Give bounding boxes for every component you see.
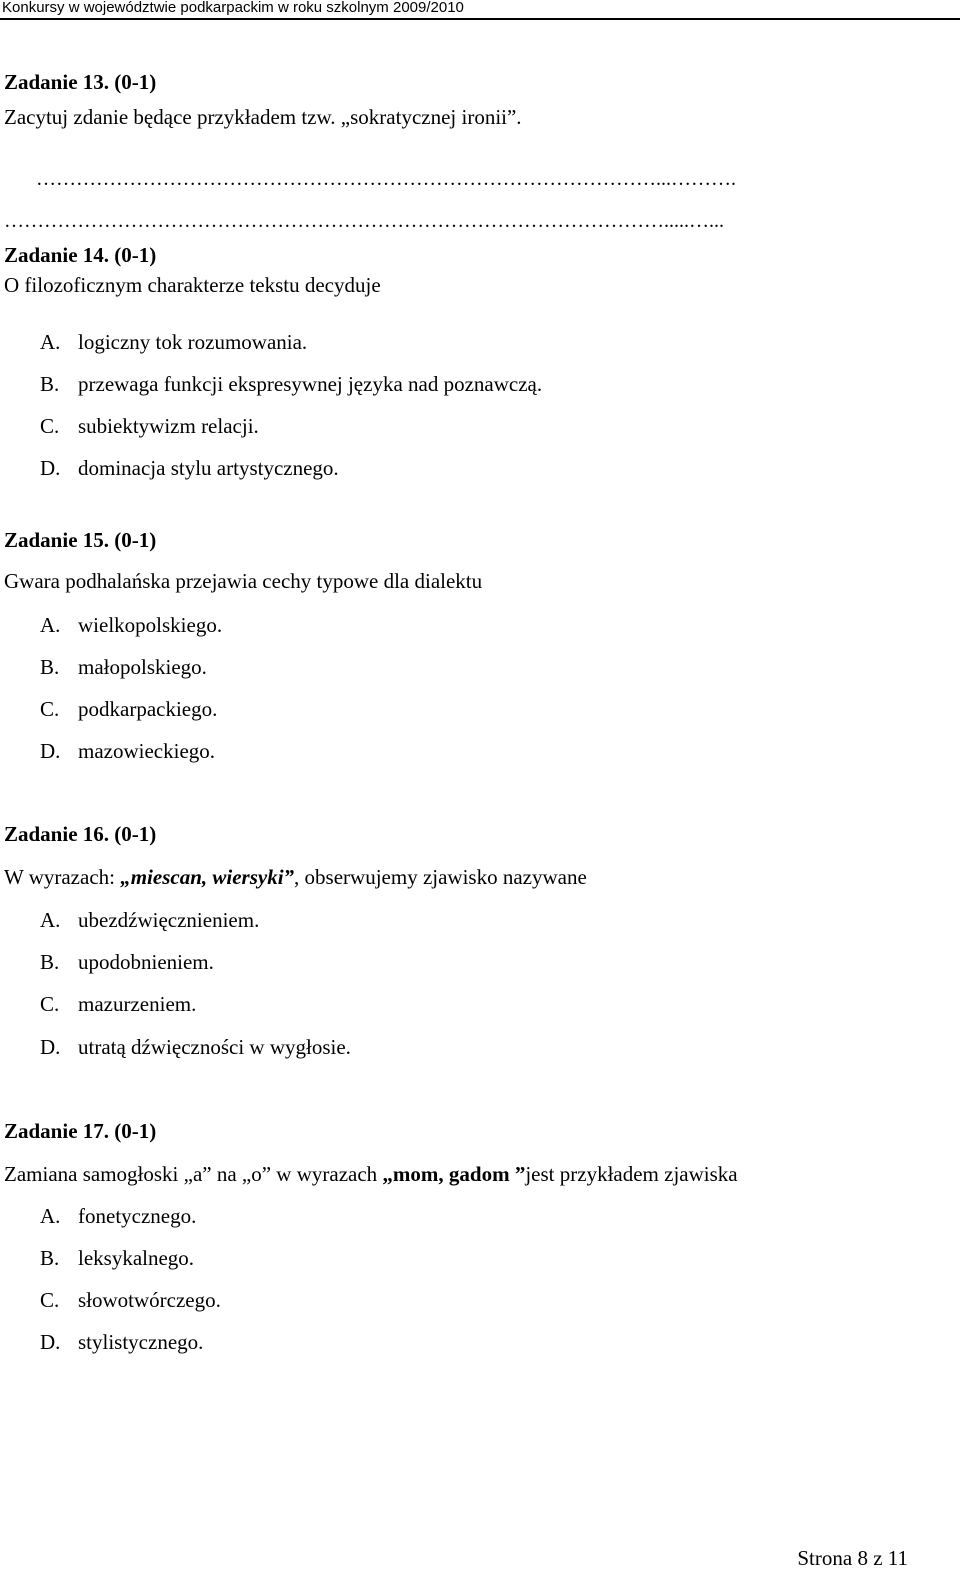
- task-13-title: Zadanie 13. (0-1): [4, 70, 157, 94]
- option-letter: D.: [40, 456, 61, 480]
- page-number: Strona 8 z 11: [797, 1546, 908, 1570]
- question-text: , obserwujemy zjawisko nazywane: [294, 865, 587, 889]
- task-17-question: [4, 1162, 738, 1187]
- task-16-title: Zadanie 16. (0-1): [4, 822, 157, 846]
- task-15-title: Zadanie 15. (0-1): [4, 528, 157, 552]
- option-text: subiektywizm relacji.: [78, 414, 259, 438]
- option-letter: A.: [40, 613, 61, 637]
- option-letter: D.: [40, 1035, 61, 1059]
- question-text: jest przykładem zjawiska: [525, 1162, 738, 1186]
- task-17-title: Zadanie 17. (0-1): [4, 1119, 157, 1143]
- option-letter: C.: [40, 697, 60, 721]
- option-letter: C.: [40, 992, 60, 1016]
- option-text: logiczny tok rozumowania.: [78, 330, 308, 354]
- option-letter: C.: [40, 1288, 60, 1312]
- option-text: utratą dźwięczności w wygłosie.: [78, 1035, 351, 1059]
- task-16-question: [4, 865, 587, 890]
- option-text: przewaga funkcji ekspresywnej języka nad poznawczą.: [78, 372, 543, 396]
- option-text: mazowieckiego.: [78, 739, 216, 763]
- option-text: stylistycznego.: [78, 1330, 204, 1354]
- question-text: Zamiana samogłoski „a” na „o” w wyrazach: [4, 1162, 383, 1186]
- answer-line-2[interactable]: ……………………………………………………………………………………….....…...: [4, 210, 724, 232]
- task-14-question: O filozoficznym charakterze tekstu decyduje: [4, 273, 381, 297]
- answer-line-1[interactable]: …………………………………………………………………………………...……….: [36, 168, 736, 190]
- option-text: małopolskiego.: [78, 655, 207, 679]
- question-text: W wyrazach:: [4, 865, 121, 889]
- question-emphasis: „miescan, wiersyki”: [120, 865, 295, 889]
- option-letter: B.: [40, 950, 60, 974]
- option-letter: B.: [40, 372, 60, 396]
- task-14-title: Zadanie 14. (0-1): [4, 243, 157, 267]
- option-letter: B.: [40, 1246, 60, 1270]
- option-letter: C.: [40, 414, 60, 438]
- option-text: mazurzeniem.: [78, 992, 197, 1016]
- header-rule: [0, 18, 960, 20]
- page-header: Konkursy w województwie podkarpackim w roku szkolnym 2009/2010: [2, 0, 464, 16]
- task-15-question: Gwara podhalańska przejawia cechy typowe dla dialektu: [4, 569, 483, 593]
- option-text: wielkopolskiego.: [78, 613, 223, 637]
- task-13-question: Zacytuj zdanie będące przykładem tzw. „sokratycznej ironii”.: [4, 105, 522, 129]
- option-text: upodobnieniem.: [78, 950, 214, 974]
- option-letter: D.: [40, 739, 61, 763]
- option-text: leksykalnego.: [78, 1246, 195, 1270]
- option-text: fonetycznego.: [78, 1204, 197, 1228]
- option-text: podkarpackiego.: [78, 697, 218, 721]
- option-letter: A.: [40, 330, 61, 354]
- question-emphasis: „mom, gadom ”: [382, 1162, 526, 1186]
- option-text: słowotwórczego.: [78, 1288, 221, 1312]
- option-letter: B.: [40, 655, 60, 679]
- option-text: ubezdźwięcznieniem.: [78, 908, 260, 932]
- option-text: dominacja stylu artystycznego.: [78, 456, 339, 480]
- option-letter: A.: [40, 1204, 61, 1228]
- option-letter: A.: [40, 908, 61, 932]
- option-letter: D.: [40, 1330, 61, 1354]
